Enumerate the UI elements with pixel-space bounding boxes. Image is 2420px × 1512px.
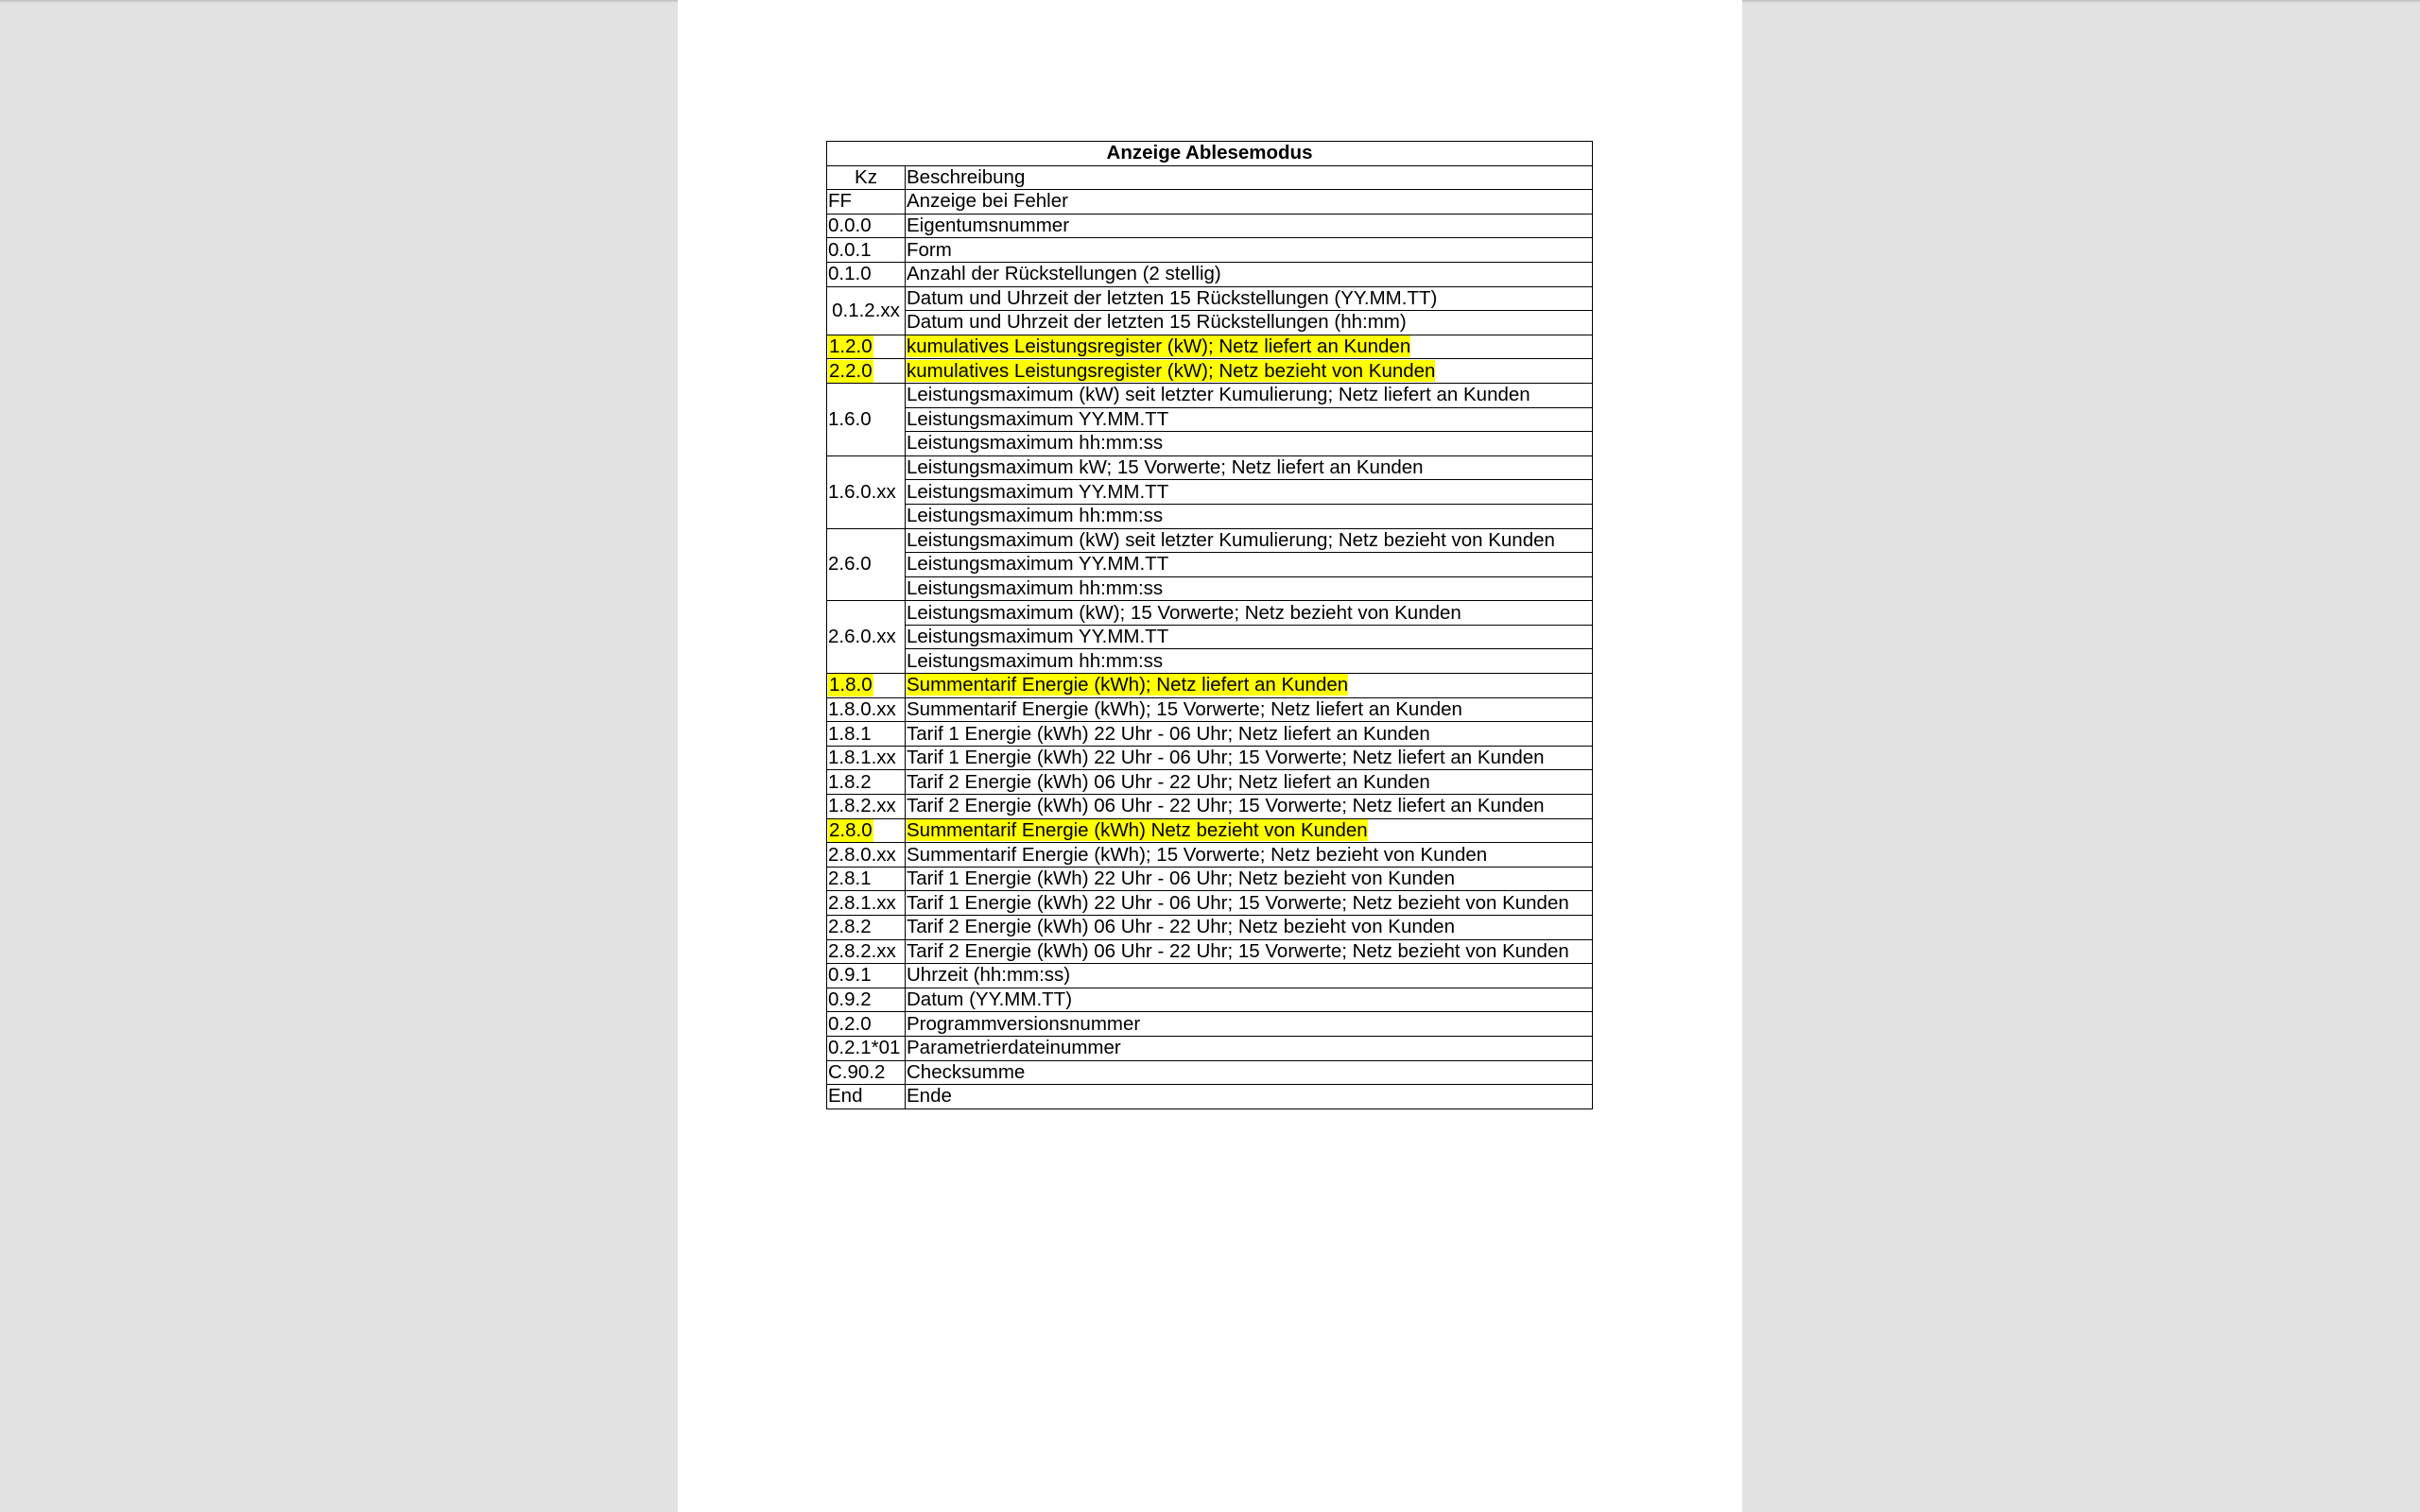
row-kz: 1.8.1.xx (827, 746, 906, 770)
row-kz: End (827, 1085, 906, 1109)
table-row (827, 262, 1593, 286)
row-kz: 1.8.2 (827, 770, 906, 795)
row-kz: 0.9.2 (827, 988, 906, 1012)
row-beschreibung: Leistungsmaximum hh:mm:ss (906, 504, 1593, 528)
table-row (827, 601, 1593, 626)
row-kz: 1.6.0 (827, 383, 906, 455)
table-body (827, 142, 1593, 1109)
table-title-row (827, 142, 1593, 166)
table-title: Anzeige Ablesemodus (827, 142, 1593, 166)
row-beschreibung: Checksumme (906, 1060, 1593, 1085)
table-row (827, 843, 1593, 868)
row-beschreibung: Tarif 2 Energie (kWh) 06 Uhr - 22 Uhr; 15 Vorwerte; Netz bezieht von Kunden (906, 939, 1593, 964)
row-kz (827, 818, 906, 843)
row-beschreibung: Leistungsmaximum YY.MM.TT (906, 625, 1593, 649)
row-kz: 0.2.0 (827, 1012, 906, 1037)
row-kz: 1.8.0.xx (827, 697, 906, 722)
row-beschreibung: Leistungsmaximum (kW) seit letzter Kumulierung; Netz liefert an Kunden (906, 383, 1593, 407)
row-beschreibung: Form (906, 238, 1593, 263)
row-kz: 0.1.0 (827, 262, 906, 286)
row-beschreibung (906, 818, 1593, 843)
row-kz (827, 674, 906, 698)
table-row (827, 916, 1593, 940)
table-row (827, 1012, 1593, 1037)
row-beschreibung: Leistungsmaximum YY.MM.TT (906, 553, 1593, 577)
table-row (827, 553, 1593, 577)
row-kz: 2.6.0.xx (827, 601, 906, 674)
kz-highlight: 1.8.0 (829, 674, 873, 696)
row-beschreibung: Anzahl der Rückstellungen (2 stellig) (906, 262, 1593, 286)
header-kz: Kz (827, 165, 906, 190)
row-beschreibung: Uhrzeit (hh:mm:ss) (906, 964, 1593, 988)
row-beschreibung: Tarif 2 Energie (kWh) 06 Uhr - 22 Uhr; Netz liefert an Kunden (906, 770, 1593, 795)
row-kz: 0.0.0 (827, 214, 906, 238)
table-row (827, 964, 1593, 988)
table-row (827, 649, 1593, 674)
table-row (827, 455, 1593, 480)
row-beschreibung: Tarif 1 Energie (kWh) 22 Uhr - 06 Uhr; 15 Vorwerte; Netz bezieht von Kunden (906, 891, 1593, 916)
row-beschreibung: Leistungsmaximum kW; 15 Vorwerte; Netz liefert an Kunden (906, 455, 1593, 480)
row-beschreibung: Datum (YY.MM.TT) (906, 988, 1593, 1012)
table-row (827, 383, 1593, 407)
row-beschreibung: Leistungsmaximum YY.MM.TT (906, 480, 1593, 505)
row-beschreibung: Summentarif Energie (kWh); 15 Vorwerte; Netz liefert an Kunden (906, 697, 1593, 722)
row-kz: 1.6.0.xx (827, 455, 906, 528)
table-row (827, 697, 1593, 722)
row-kz: 0.1.2.xx (827, 286, 906, 335)
table-row (827, 335, 1593, 359)
table-row (827, 818, 1593, 843)
kz-highlight: 2.2.0 (829, 359, 873, 382)
row-beschreibung: Leistungsmaximum (kW) seit letzter Kumulierung; Netz bezieht von Kunden (906, 528, 1593, 553)
row-kz: FF (827, 190, 906, 215)
document-page (678, 0, 1742, 1512)
row-beschreibung: Leistungsmaximum hh:mm:ss (906, 576, 1593, 601)
table-row (827, 1085, 1593, 1109)
row-beschreibung (906, 674, 1593, 698)
table-row (827, 746, 1593, 770)
table-row (827, 432, 1593, 456)
row-kz: 2.8.2 (827, 916, 906, 940)
row-beschreibung (906, 359, 1593, 384)
table-row (827, 770, 1593, 795)
row-kz (827, 335, 906, 359)
row-kz: 2.8.0.xx (827, 843, 906, 868)
row-kz: 2.6.0 (827, 528, 906, 601)
table-row (827, 528, 1593, 553)
row-beschreibung: Eigentumsnummer (906, 214, 1593, 238)
row-beschreibung: Tarif 2 Energie (kWh) 06 Uhr - 22 Uhr; 15 Vorwerte; Netz liefert an Kunden (906, 795, 1593, 819)
row-beschreibung: Tarif 1 Energie (kWh) 22 Uhr - 06 Uhr; 15 Vorwerte; Netz liefert an Kunden (906, 746, 1593, 770)
table-row (827, 504, 1593, 528)
table-row (827, 576, 1593, 601)
row-kz: 2.8.2.xx (827, 939, 906, 964)
table-header-row (827, 165, 1593, 190)
row-beschreibung: Tarif 1 Energie (kWh) 22 Uhr - 06 Uhr; Netz liefert an Kunden (906, 722, 1593, 747)
table-row (827, 988, 1593, 1012)
table-row (827, 674, 1593, 698)
row-kz (827, 359, 906, 384)
table-row (827, 238, 1593, 263)
table-row (827, 480, 1593, 505)
table-row (827, 795, 1593, 819)
header-beschreibung: Beschreibung (906, 165, 1593, 190)
table-row (827, 722, 1593, 747)
row-kz: 0.2.1*01 (827, 1036, 906, 1060)
table-row (827, 407, 1593, 432)
row-beschreibung (906, 335, 1593, 359)
row-beschreibung: Programmversionsnummer (906, 1012, 1593, 1037)
row-beschreibung: Anzeige bei Fehler (906, 190, 1593, 215)
row-beschreibung: Leistungsmaximum (kW); 15 Vorwerte; Netz bezieht von Kunden (906, 601, 1593, 626)
row-beschreibung: Leistungsmaximum YY.MM.TT (906, 407, 1593, 432)
ablesemodus-table (826, 141, 1593, 1109)
row-beschreibung: Ende (906, 1085, 1593, 1109)
table-row (827, 891, 1593, 916)
desc-highlight: Summentarif Energie (kWh) Netz bezieht von Kunden (907, 818, 1368, 841)
table-row (827, 359, 1593, 384)
desc-highlight: kumulatives Leistungsregister (kW); Netz liefert an Kunden (907, 335, 1411, 358)
table-row (827, 867, 1593, 891)
desc-highlight: Summentarif Energie (kWh); Netz liefert an Kunden (907, 674, 1349, 696)
row-kz: C.90.2 (827, 1060, 906, 1085)
row-beschreibung: Datum und Uhrzeit der letzten 15 Rückstellungen (YY.MM.TT) (906, 286, 1593, 311)
row-kz: 2.8.1.xx (827, 891, 906, 916)
row-kz: 1.8.1 (827, 722, 906, 747)
table-row (827, 214, 1593, 238)
row-beschreibung: Leistungsmaximum hh:mm:ss (906, 649, 1593, 674)
row-beschreibung: Leistungsmaximum hh:mm:ss (906, 432, 1593, 456)
row-kz: 1.8.2.xx (827, 795, 906, 819)
table-row (827, 190, 1593, 215)
row-beschreibung: Tarif 2 Energie (kWh) 06 Uhr - 22 Uhr; Netz bezieht von Kunden (906, 916, 1593, 940)
table-row (827, 1036, 1593, 1060)
row-beschreibung: Parametrierdateinummer (906, 1036, 1593, 1060)
table-row (827, 286, 1593, 311)
row-beschreibung: Summentarif Energie (kWh); 15 Vorwerte; Netz bezieht von Kunden (906, 843, 1593, 868)
kz-highlight: 1.2.0 (829, 335, 873, 358)
row-beschreibung: Tarif 1 Energie (kWh) 22 Uhr - 06 Uhr; Netz bezieht von Kunden (906, 867, 1593, 891)
table-row (827, 625, 1593, 649)
row-kz: 2.8.1 (827, 867, 906, 891)
row-kz: 0.0.1 (827, 238, 906, 263)
table-row (827, 939, 1593, 964)
row-kz: 0.9.1 (827, 964, 906, 988)
kz-highlight: 2.8.0 (829, 818, 873, 841)
table-row (827, 311, 1593, 335)
desc-highlight: kumulatives Leistungsregister (kW); Netz bezieht von Kunden (907, 359, 1436, 382)
row-beschreibung: Datum und Uhrzeit der letzten 15 Rückstellungen (hh:mm) (906, 311, 1593, 335)
table-row (827, 1060, 1593, 1085)
